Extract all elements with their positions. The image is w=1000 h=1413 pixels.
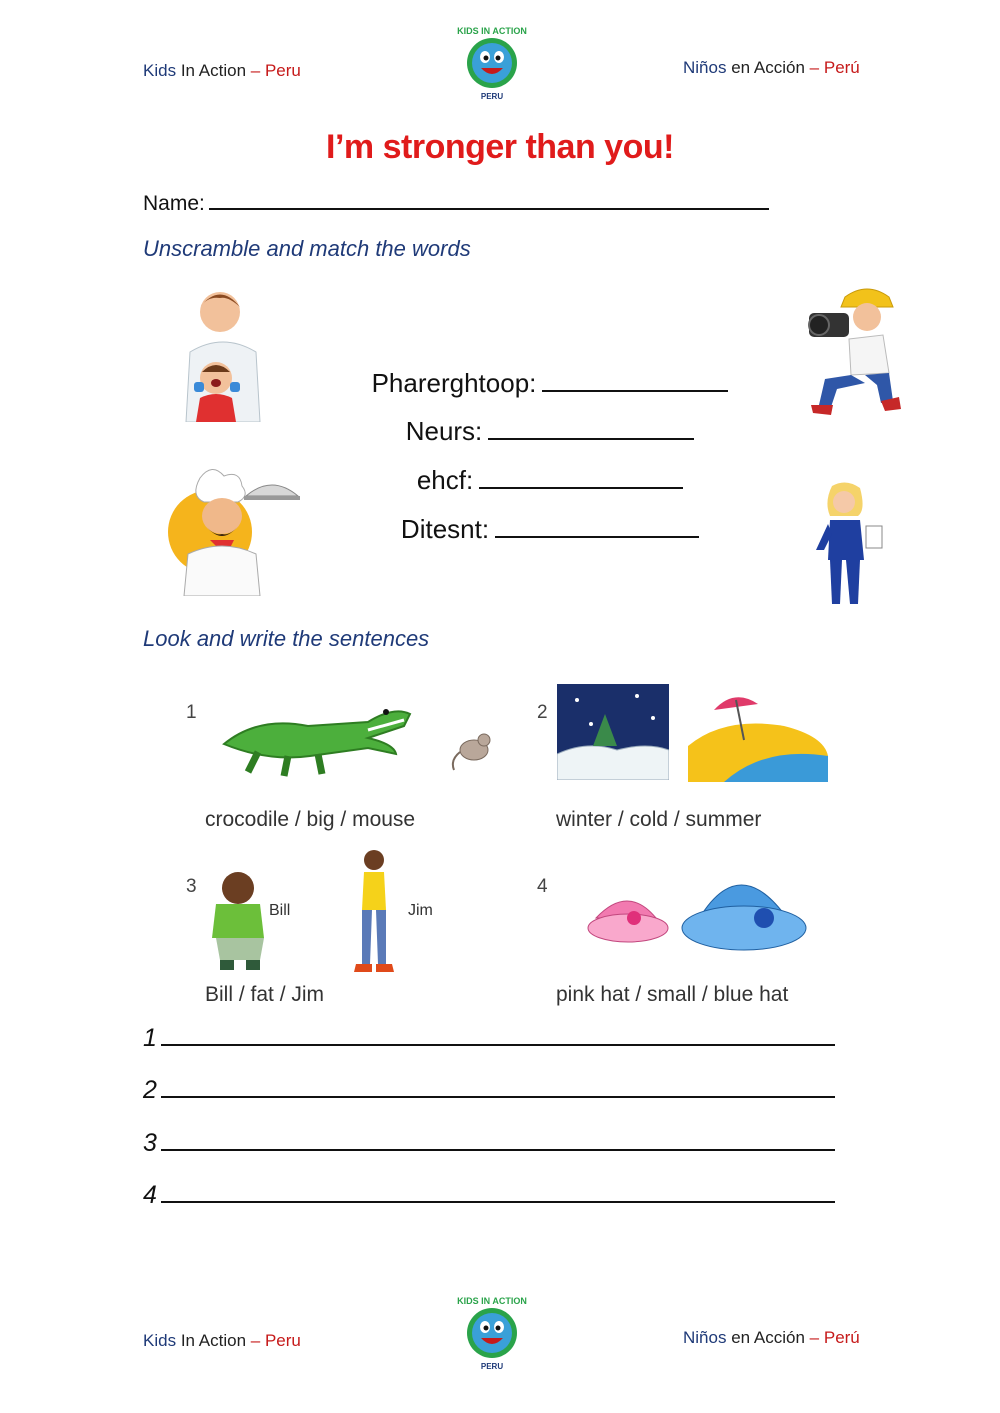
dentist-image <box>168 282 278 422</box>
answer-line-4[interactable]: 4 <box>143 1177 843 1210</box>
answer-line-2[interactable]: 2 <box>143 1072 843 1105</box>
caption-2: winter / cold / summer <box>556 808 762 831</box>
scramble-word-4: Ditesnt: <box>250 512 850 545</box>
footer-right-text: Niños en Acción – Perú <box>683 1328 860 1347</box>
logo <box>449 20 535 106</box>
svg-text:KIDS IN ACTION: KIDS IN ACTION <box>457 26 527 36</box>
name-label: Name: <box>143 192 205 215</box>
section-heading-unscramble: Unscramble and match the words <box>143 236 471 261</box>
caption-1: crocodile / big / mouse <box>205 808 416 831</box>
jim-image <box>344 846 402 976</box>
crocodile-image <box>218 686 418 782</box>
label-bill: Bill <box>269 902 291 919</box>
name-field[interactable] <box>143 188 769 216</box>
name-blank[interactable] <box>209 188 769 210</box>
mouse-image <box>448 726 502 774</box>
answer-line-1[interactable]: 1 <box>143 1020 843 1053</box>
page-title: I’m stronger than you! <box>326 128 674 166</box>
answer-blank-4[interactable] <box>495 512 699 538</box>
header-right-text: Niños en Acción – Perú <box>683 58 860 77</box>
answer-blank-1[interactable] <box>542 366 728 392</box>
scramble-word-2: Neurs: <box>250 414 850 447</box>
label-jim: Jim <box>408 902 433 919</box>
footer-left-text: Kids In Action – Peru <box>143 1331 301 1350</box>
caption-4: pink hat / small / blue hat <box>556 983 789 1006</box>
svg-text:PERU: PERU <box>480 92 504 101</box>
footer-logo <box>449 1290 535 1376</box>
item-number-1: 1 <box>186 702 197 723</box>
header-left-text: Kids In Action – Peru <box>143 61 301 80</box>
item-number-4: 4 <box>537 876 548 897</box>
answer-blank-3[interactable] <box>479 463 683 489</box>
caption-3: Bill / fat / Jim <box>205 983 325 1006</box>
nurse-image <box>780 480 925 610</box>
answer-line-3[interactable]: 3 <box>143 1125 843 1158</box>
answer-blank-2[interactable] <box>488 414 694 440</box>
bill-image <box>206 868 274 972</box>
section-heading-sentences: Look and write the sentences <box>143 626 430 651</box>
svg-text:PERU: PERU <box>480 1362 504 1371</box>
winter-image <box>557 684 669 780</box>
pink-hat-image <box>586 888 670 952</box>
svg-text:KIDS IN ACTION: KIDS IN ACTION <box>457 1296 527 1306</box>
item-number-3: 3 <box>186 876 197 897</box>
item-number-2: 2 <box>537 702 548 723</box>
blue-hat-image <box>680 862 810 958</box>
summer-image <box>684 686 830 782</box>
scramble-word-1: Pharerghtoop: <box>250 366 850 399</box>
scramble-word-3: ehcf: <box>250 463 850 496</box>
